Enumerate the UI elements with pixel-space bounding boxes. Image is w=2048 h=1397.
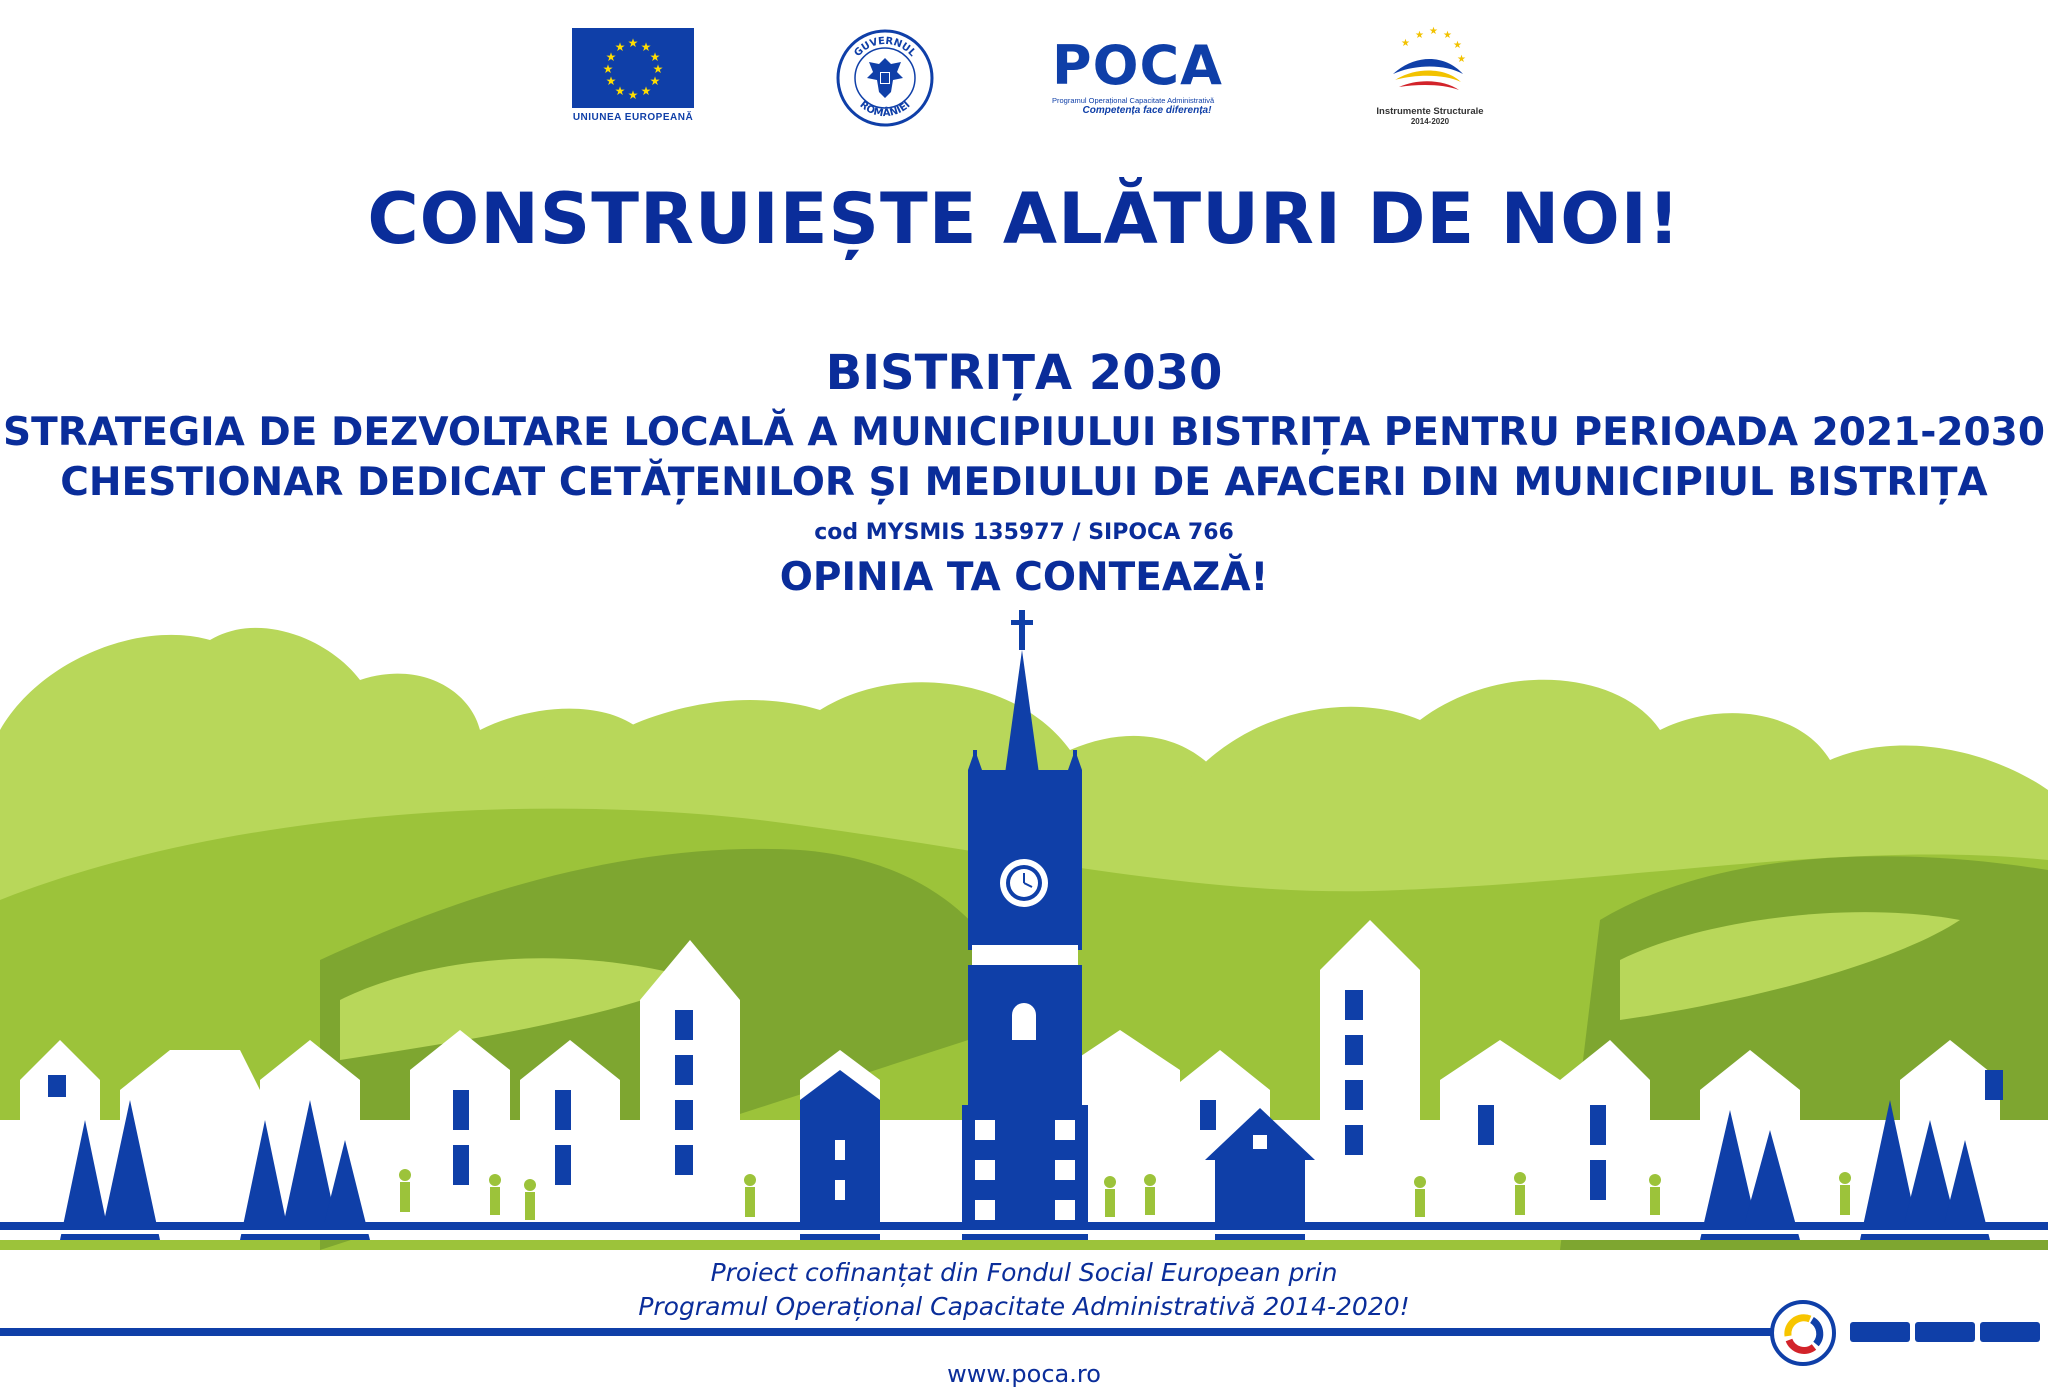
is-caption: Instrumente Structurale [1376,106,1484,117]
poca-program-name: Programul Operațional Capacitate Administrativă [1052,96,1215,105]
opinion-title: OPINIA TA CONTEAZĂ! [779,555,1269,600]
strategy-title: STRATEGIA DE DEZVOLTARE LOCALĂ A MUNICIPIULUI BISTRIȚA PENTRU PERIOADA 2021-2030 [3,410,2045,455]
svg-text:★: ★ [605,50,617,64]
svg-text:★: ★ [1415,30,1424,41]
city-title: BISTRIȚA 2030 [825,345,1223,401]
svg-text:★: ★ [649,50,661,64]
is-years: 2014-2020 [1410,117,1450,126]
svg-text:★: ★ [614,40,626,54]
svg-text:★: ★ [627,36,639,50]
website-link[interactable]: www.poca.ro [947,1360,1101,1388]
svg-text:★: ★ [614,84,626,98]
eu-flag-icon [572,28,694,108]
footer-divider [0,1328,1775,1336]
svg-text:★: ★ [640,84,652,98]
structural-instruments-swoosh-icon [1375,24,1485,102]
poca-tagline: Competența face diferența! [1082,105,1212,116]
gov-ring-top: GUVERNUL [852,35,918,59]
poca-logo [1052,34,1252,128]
slogan-title: CONSTRUIEȘTE ALĂTURI DE NOI! [367,178,1681,260]
svg-text:★: ★ [627,88,639,102]
footer-segment [1850,1322,1910,1342]
structural-instruments-logo [1375,24,1485,134]
gov-ring-bottom: ROMÂNIEI [857,99,913,120]
poca-wordmark: POCA [1052,34,1223,97]
svg-text:★: ★ [640,40,652,54]
svg-text:★: ★ [1443,30,1452,41]
svg-text:★: ★ [649,74,661,88]
svg-text:★: ★ [1429,26,1438,37]
svg-text:★: ★ [605,74,617,88]
ground-line [0,1222,2048,1230]
svg-text:★: ★ [1401,38,1410,49]
survey-title: CHESTIONAR DEDICAT CETĂȚENILOR ȘI MEDIULUI DE AFACERI DIN MUNICIPIUL BISTRIȚA [60,460,1988,505]
footer-segment [1980,1322,2040,1342]
svg-text:★: ★ [1457,54,1466,65]
programme-note: Programul Operațional Capacitate Administrativă 2014-2020! [638,1292,1410,1321]
eu-logo [572,28,694,128]
project-code: cod MYSMIS 135977 / SIPOCA 766 [814,520,1234,545]
cofinancing-note: Proiect cofinanțat din Fondul Social European prin [710,1258,1338,1287]
svg-text:★: ★ [652,62,664,76]
government-logo [835,28,935,128]
svg-text:★: ★ [1453,40,1462,51]
poca-badge-icon [1770,1300,1836,1366]
eu-caption: UNIUNEA EUROPEANĂ [572,112,694,123]
footer-segment [1915,1322,1975,1342]
svg-text:★: ★ [602,62,614,76]
city-landscape-illustration [0,600,2048,1250]
